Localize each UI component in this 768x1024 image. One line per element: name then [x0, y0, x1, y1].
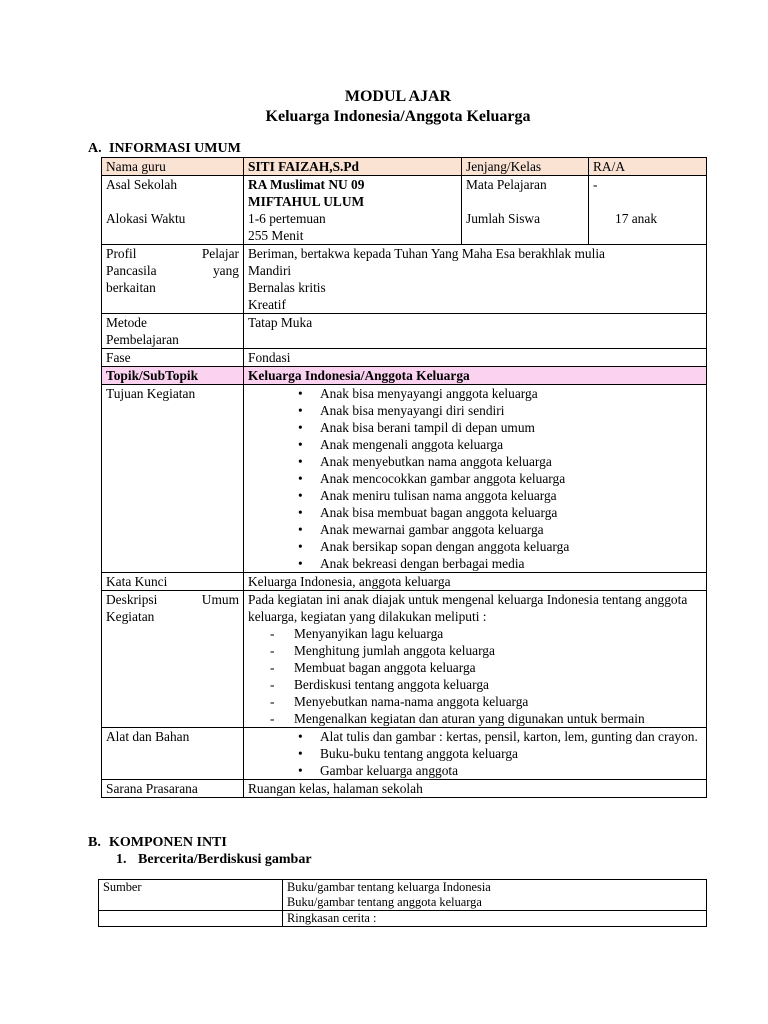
list-item: - Membuat bagan anggota keluarga [294, 659, 702, 676]
list-item: • Anak bisa menyayangi anggota keluarga [320, 385, 702, 402]
asal-sekolah-value-1: RA Muslimat NU 09 [248, 177, 365, 192]
fase-value: Fondasi [244, 349, 707, 367]
deskripsi-list [248, 625, 702, 727]
table-row [102, 367, 707, 385]
deskripsi-label-1b: Umum [201, 592, 239, 607]
metode-label-2: Pembelajaran [106, 332, 179, 347]
table-row [99, 880, 707, 911]
subsection-heading [116, 851, 312, 868]
profil-value: Beriman, bertakwa kepada Tuhan Yang Maha Esa berakhlak mulia [248, 246, 605, 261]
fase-label: Fase [102, 349, 244, 367]
asal-alokasi-label-cell [102, 176, 244, 245]
profil-label-cell [102, 245, 244, 314]
subsection-title: Bercerita/Berdiskusi gambar [138, 852, 312, 867]
deskripsi-label-1a: Deskripsi [106, 592, 158, 607]
metode-label-cell [102, 314, 244, 349]
deskripsi-value-cell [244, 591, 707, 728]
list-item: - Berdiskusi tentang anggota keluarga [294, 676, 702, 693]
table-row [102, 780, 707, 798]
metode-label-1: Metode [106, 315, 147, 330]
profil-value: Kreatif [248, 297, 286, 312]
jumlah-value: 17 anak [615, 211, 658, 226]
table-row [102, 728, 707, 780]
topik-label: Topik/SubTopik [102, 367, 244, 385]
list-item: • Anak bisa berani tampil di depan umum [320, 419, 702, 436]
table-row [102, 349, 707, 367]
mapel-value: - [593, 177, 598, 192]
alat-list [248, 728, 702, 779]
empty-cell [99, 911, 283, 927]
list-item: • Anak menyebutkan nama anggota keluarga [320, 453, 702, 470]
section-b-title: KOMPONEN INTI [109, 835, 227, 850]
section-a-label: A. [88, 141, 102, 156]
section-b-label: B. [88, 835, 101, 850]
mapel-jumlah-label-cell [462, 176, 589, 245]
profil-value: Mandiri [248, 263, 292, 278]
tujuan-value-cell [244, 385, 707, 573]
deskripsi-label-cell [102, 591, 244, 728]
mapel-jumlah-value-cell [589, 176, 707, 245]
sumber-label: Sumber [99, 880, 283, 911]
list-item: • Anak meniru tulisan nama anggota keluarga [320, 487, 702, 504]
deskripsi-intro: Pada kegiatan ini anak diajak untuk mengenal keluarga Indonesia tentang anggota keluarga, kegiatan yang dilakukan meliputi : [248, 592, 688, 624]
topik-value: Keluarga Indonesia/Anggota Keluarga [244, 367, 707, 385]
asal-sekolah-value-2: MIFTAHUL ULUM [248, 194, 365, 209]
list-item: • Alat tulis dan gambar : kertas, pensil, karton, lem, gunting dan crayon. [320, 728, 702, 745]
sumber-value-2: Buku/gambar tentang anggota keluarga [287, 895, 482, 909]
list-item: • Anak bersikap sopan dengan anggota keluarga [320, 538, 702, 555]
list-item: - Menyebutkan nama-nama anggota keluarga [294, 693, 702, 710]
table-row [99, 911, 707, 927]
sumber-value-1: Buku/gambar tentang keluarga Indonesia [287, 880, 491, 894]
list-item: • Anak bekreasi dengan berbagai media [320, 555, 702, 572]
table-row [102, 245, 707, 314]
table-row [102, 314, 707, 349]
profil-label-3: berkaitan [106, 280, 156, 295]
section-a-heading [88, 140, 241, 157]
tujuan-label: Tujuan Kegiatan [102, 385, 244, 573]
sumber-table [98, 879, 707, 927]
sarana-label: Sarana Prasarana [102, 780, 244, 798]
table-row [102, 176, 707, 245]
list-item: • Anak bisa membuat bagan anggota keluarga [320, 504, 702, 521]
profil-label-1b: Pelajar [201, 246, 239, 261]
mapel-label: Mata Pelajaran [466, 177, 547, 192]
nama-guru-label: Nama guru [102, 158, 244, 176]
alat-value-cell [244, 728, 707, 780]
list-item: • Buku-buku tentang anggota keluarga [320, 745, 702, 762]
jenjang-label: Jenjang/Kelas [462, 158, 589, 176]
list-item: • Anak bisa menyayangi diri sendiri [320, 402, 702, 419]
tujuan-list [248, 385, 702, 572]
alokasi-value-2: 255 Menit [248, 228, 304, 243]
sumber-value-cell [283, 880, 707, 911]
sarana-value: Ruangan kelas, halaman sekolah [244, 780, 707, 798]
alat-label: Alat dan Bahan [102, 728, 244, 780]
list-item: • Gambar keluarga anggota [320, 762, 702, 779]
ringkasan-label: Ringkasan cerita : [283, 911, 707, 927]
list-item: - Mengenalkan kegiatan dan aturan yang digunakan untuk bermain [294, 710, 702, 727]
section-b-heading [88, 834, 227, 851]
metode-value: Tatap Muka [244, 314, 707, 349]
profil-value-cell [244, 245, 707, 314]
list-item: • Anak mewarnai gambar anggota keluarga [320, 521, 702, 538]
table-row [102, 385, 707, 573]
deskripsi-label-2: Kegiatan [106, 609, 155, 624]
table-row [102, 591, 707, 728]
jenjang-value: RA/A [589, 158, 707, 176]
kata-kunci-label: Kata Kunci [102, 573, 244, 591]
module-subtitle: Keluarga Indonesia/Anggota Keluarga [265, 108, 531, 125]
kata-kunci-value: Keluarga Indonesia, anggota keluarga [244, 573, 707, 591]
list-item: • Anak mencocokkan gambar anggota keluarga [320, 470, 702, 487]
alokasi-value-1: 1-6 pertemuan [248, 211, 326, 226]
profil-label-2b: yang [212, 263, 239, 278]
list-item: - Menyanyikan lagu keluarga [294, 625, 702, 642]
table-row [102, 158, 707, 176]
informasi-umum-table [101, 157, 707, 798]
section-a-title: INFORMASI UMUM [109, 141, 241, 156]
alokasi-label: Alokasi Waktu [106, 211, 186, 226]
profil-value: Bernalas kritis [248, 280, 326, 295]
profil-label-2a: Pancasila [106, 263, 157, 278]
table-row [102, 573, 707, 591]
profil-label-1a: Profil [106, 246, 137, 261]
jumlah-label: Jumlah Siswa [466, 211, 541, 226]
asal-sekolah-label: Asal Sekolah [106, 177, 178, 192]
subsection-num: 1. [116, 852, 127, 867]
list-item: • Anak mengenali anggota keluarga [320, 436, 702, 453]
asal-alokasi-value-cell [244, 176, 462, 245]
nama-guru-value: SITI FAIZAH,S.Pd [244, 158, 462, 176]
list-item: - Menghitung jumlah anggota keluarga [294, 642, 702, 659]
module-title: MODUL AJAR [344, 88, 452, 105]
